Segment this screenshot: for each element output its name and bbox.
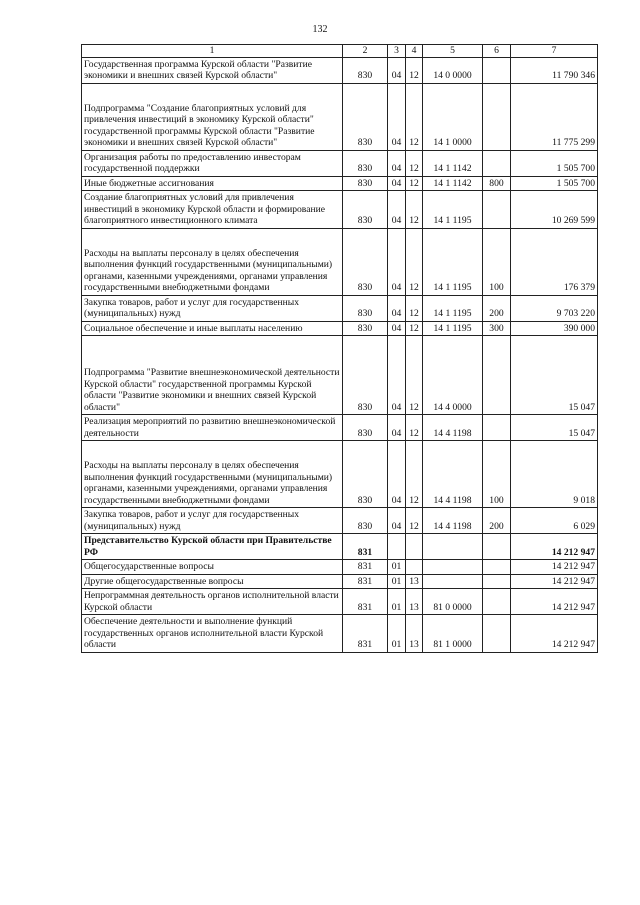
- row-amount: 14 212 947: [511, 560, 598, 575]
- row-amount: 14 212 947: [511, 589, 598, 615]
- table-row: [82, 560, 598, 575]
- row-subsection-code: 13: [406, 589, 423, 615]
- row-target-article: 14 4 1198: [423, 508, 483, 534]
- row-amount: 1 505 700: [511, 176, 598, 191]
- row-section-code: 04: [388, 191, 406, 229]
- row-name: Социальное обеспечение и иные выплаты населению: [84, 322, 303, 334]
- row-name: Другие общегосударственные вопросы: [84, 575, 244, 587]
- row-name: Реализация мероприятий по развитию внешнеэкономической деятельности: [84, 416, 336, 439]
- budget-table: [81, 44, 598, 653]
- row-section-code: 01: [388, 615, 406, 653]
- row-subsection-code: [406, 560, 423, 575]
- row-section-code: 04: [388, 57, 406, 83]
- table-row: [82, 589, 598, 615]
- row-department-code: 830: [343, 295, 388, 321]
- row-department-code: 831: [343, 615, 388, 653]
- row-expense-type: 800: [483, 176, 511, 191]
- row-subsection-code: 12: [406, 176, 423, 191]
- row-expense-type: [483, 534, 511, 560]
- row-subsection-code: 12: [406, 83, 423, 150]
- row-amount: 11 790 346: [511, 57, 598, 83]
- row-department-code: 830: [343, 57, 388, 83]
- row-expense-type: [483, 615, 511, 653]
- row-name: Создание благоприятных условий для привлечения инвестиций в экономику Курской области и формирование благоприятного инвестиционного климата: [84, 192, 325, 226]
- row-section-code: 04: [388, 415, 406, 441]
- row-target-article: 81 0 0000: [423, 589, 483, 615]
- row-department-code: 831: [343, 534, 388, 560]
- row-department-code: 831: [343, 560, 388, 575]
- row-name: Иные бюджетные ассигнования: [84, 177, 214, 189]
- table-row: [82, 57, 598, 83]
- column-number: 5: [423, 45, 483, 58]
- row-section-code: 04: [388, 508, 406, 534]
- row-subsection-code: 12: [406, 336, 423, 415]
- row-department-code: 830: [343, 83, 388, 150]
- row-section-code: 01: [388, 574, 406, 589]
- row-name: Расходы на выплаты персоналу в целях обеспечения выполнения функций государственными (муниципальными) органами, казенными учреждениями, органами управления государственными внебюджетными фондами: [84, 460, 333, 506]
- row-expense-type: [483, 57, 511, 83]
- row-amount: 11 775 299: [511, 83, 598, 150]
- row-name: Расходы на выплаты персоналу в целях обеспечения выполнения функций государственными (муниципальными) органами, казенными учреждениями, органами управления государственными внебюджетными фондами: [84, 247, 333, 293]
- row-amount: 15 047: [511, 336, 598, 415]
- row-section-code: 04: [388, 321, 406, 336]
- row-department-code: 830: [343, 508, 388, 534]
- table-row: [82, 191, 598, 229]
- table-row: [82, 336, 598, 415]
- row-expense-type: 100: [483, 441, 511, 508]
- row-target-article: [423, 534, 483, 560]
- page-number: 132: [312, 24, 328, 35]
- table-row: [82, 150, 598, 176]
- table-row: [82, 228, 598, 295]
- row-section-code: 04: [388, 176, 406, 191]
- row-target-article: 14 0 0000: [423, 57, 483, 83]
- row-subsection-code: 12: [406, 295, 423, 321]
- row-section-code: 01: [388, 560, 406, 575]
- row-target-article: 14 1 1195: [423, 295, 483, 321]
- table-row: [82, 508, 598, 534]
- row-name: Государственная программа Курской области "Развитие экономики и внешних связей Курской области": [84, 58, 313, 81]
- column-number: 3: [388, 45, 406, 58]
- row-subsection-code: 13: [406, 615, 423, 653]
- row-amount: 9 703 220: [511, 295, 598, 321]
- row-expense-type: 200: [483, 295, 511, 321]
- row-amount: 1 505 700: [511, 150, 598, 176]
- row-target-article: 14 4 1198: [423, 415, 483, 441]
- row-amount: 15 047: [511, 415, 598, 441]
- row-target-article: 14 1 1195: [423, 321, 483, 336]
- row-target-article: 14 1 1142: [423, 150, 483, 176]
- column-number: 7: [511, 45, 598, 58]
- row-name: Подпрограмма "Развитие внешнеэкономической деятельности Курской области" государственной программы Курской области "Развитие экономики и внешних связей Курской области": [84, 367, 340, 413]
- row-expense-type: [483, 589, 511, 615]
- row-target-article: 14 4 1198: [423, 441, 483, 508]
- row-amount: 6 029: [511, 508, 598, 534]
- row-amount: 14 212 947: [511, 534, 598, 560]
- row-subsection-code: 12: [406, 441, 423, 508]
- row-subsection-code: 12: [406, 57, 423, 83]
- row-name: Подпрограмма "Создание благоприятных условий для привлечения инвестиций в экономику Курской области" государственной программы Курской области "Развитие экономики и внешних связей Курской области": [84, 102, 315, 148]
- row-expense-type: [483, 560, 511, 575]
- row-expense-type: 100: [483, 228, 511, 295]
- row-amount: 10 269 599: [511, 191, 598, 229]
- row-subsection-code: 12: [406, 150, 423, 176]
- table-row: [82, 415, 598, 441]
- row-target-article: 14 1 1142: [423, 176, 483, 191]
- row-section-code: 01: [388, 589, 406, 615]
- row-target-article: 14 4 0000: [423, 336, 483, 415]
- row-amount: 176 379: [511, 228, 598, 295]
- column-number: 4: [406, 45, 423, 58]
- row-amount: 9 018: [511, 441, 598, 508]
- row-expense-type: [483, 83, 511, 150]
- row-department-code: 830: [343, 176, 388, 191]
- row-name: Закупка товаров, работ и услуг для государственных (муниципальных) нужд: [84, 296, 300, 319]
- column-number: 1: [82, 45, 343, 58]
- table-row: [82, 295, 598, 321]
- row-subsection-code: 12: [406, 191, 423, 229]
- row-section-code: 04: [388, 228, 406, 295]
- row-section-code: 04: [388, 295, 406, 321]
- row-name: Обеспечение деятельности и выполнение функций государственных органов исполнительной власти Курской области: [84, 616, 324, 650]
- column-number: 2: [343, 45, 388, 58]
- table-row: [82, 615, 598, 653]
- row-expense-type: 300: [483, 321, 511, 336]
- table-row: [82, 83, 598, 150]
- row-section-code: 04: [388, 441, 406, 508]
- row-department-code: 830: [343, 150, 388, 176]
- row-name: Организация работы по предоставлению инвесторам государственной поддержки: [84, 151, 301, 174]
- row-amount: 14 212 947: [511, 574, 598, 589]
- table-row: [82, 574, 598, 589]
- column-number-row: [82, 45, 598, 58]
- table-row: [82, 176, 598, 191]
- row-amount: 390 000: [511, 321, 598, 336]
- row-subsection-code: 13: [406, 574, 423, 589]
- row-department-code: 830: [343, 228, 388, 295]
- row-department-code: 830: [343, 191, 388, 229]
- row-department-code: 830: [343, 336, 388, 415]
- row-subsection-code: 12: [406, 228, 423, 295]
- row-subsection-code: 12: [406, 508, 423, 534]
- row-expense-type: [483, 415, 511, 441]
- row-expense-type: 200: [483, 508, 511, 534]
- row-target-article: [423, 560, 483, 575]
- row-expense-type: [483, 150, 511, 176]
- column-number: 6: [483, 45, 511, 58]
- row-department-code: 830: [343, 415, 388, 441]
- row-section-code: [388, 534, 406, 560]
- row-name: Общегосударственные вопросы: [84, 561, 214, 572]
- row-section-code: 04: [388, 83, 406, 150]
- row-target-article: [423, 574, 483, 589]
- row-department-code: 831: [343, 574, 388, 589]
- row-subsection-code: 12: [406, 415, 423, 441]
- row-section-code: 04: [388, 150, 406, 176]
- row-department-code: 830: [343, 321, 388, 336]
- row-department-code: 830: [343, 441, 388, 508]
- row-name: Закупка товаров, работ и услуг для государственных (муниципальных) нужд: [84, 509, 300, 532]
- row-section-code: 04: [388, 336, 406, 415]
- table-row: [82, 321, 598, 336]
- row-subsection-code: [406, 534, 423, 560]
- row-expense-type: [483, 191, 511, 229]
- table-row: [82, 441, 598, 508]
- row-target-article: 81 1 0000: [423, 615, 483, 653]
- row-target-article: 14 1 1195: [423, 228, 483, 295]
- row-target-article: 14 1 0000: [423, 83, 483, 150]
- table-row: [82, 534, 598, 560]
- row-expense-type: [483, 574, 511, 589]
- row-target-article: 14 1 1195: [423, 191, 483, 229]
- row-amount: 14 212 947: [511, 615, 598, 653]
- row-department-code: 831: [343, 589, 388, 615]
- row-name: Представительство Курской области при Правительстве РФ: [84, 535, 332, 558]
- row-expense-type: [483, 336, 511, 415]
- row-name: Непрограммная деятельность органов исполнительной власти Курской области: [84, 590, 339, 613]
- row-subsection-code: 12: [406, 321, 423, 336]
